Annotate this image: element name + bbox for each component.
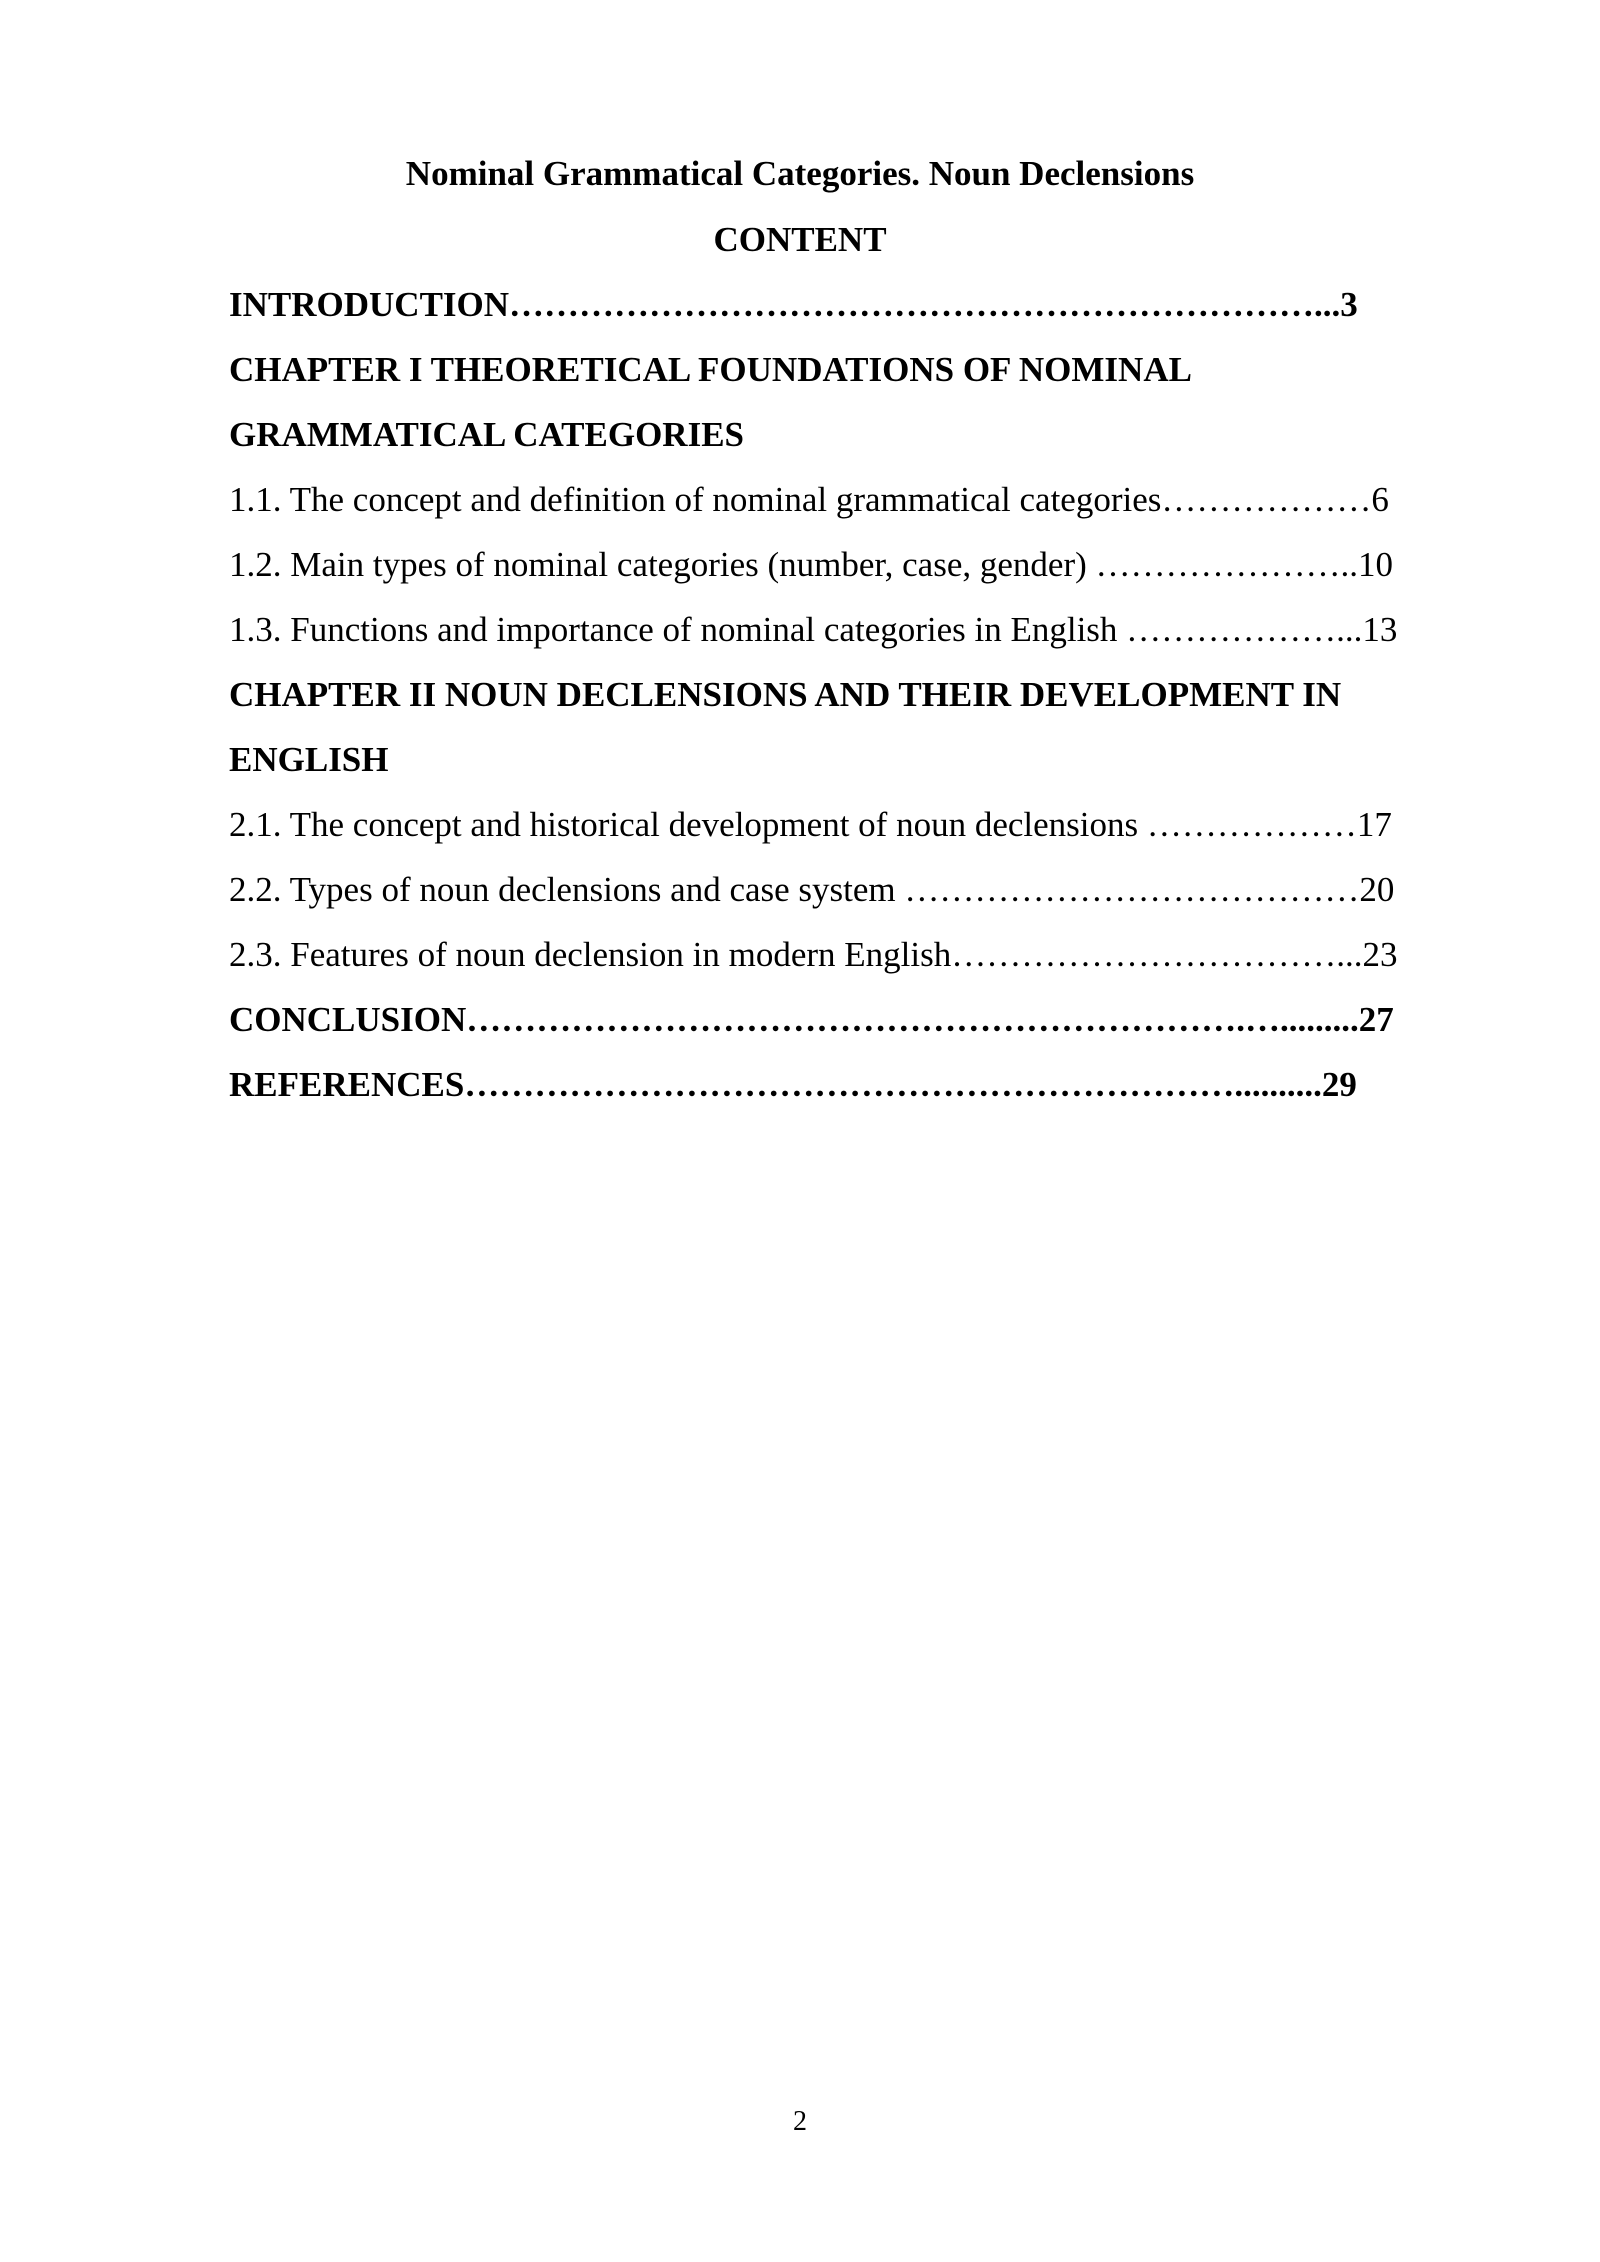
toc-entry-section-2-3: 2.3. Features of noun declension in modern English……………………………...23 <box>229 935 1398 974</box>
toc-entry-section-1-2: 1.2. Main types of nominal categories (number, case, gender) …………………..10 <box>229 545 1394 584</box>
toc-entry-introduction: INTRODUCTION……………………………………………………………...3 <box>229 285 1358 324</box>
page-number: 2 <box>793 2106 807 2137</box>
toc-entry-section-1-1: 1.1. The concept and definition of nominal grammatical categories………………6 <box>229 480 1389 519</box>
toc-entry-chapter-2-line-1: CHAPTER II NOUN DECLENSIONS AND THEIR DEVELOPMENT IN <box>229 675 1342 714</box>
toc-entry-conclusion: CONCLUSION………………………………………………………….….........27 <box>229 1000 1394 1039</box>
table-of-contents <box>229 283 1479 1128</box>
content-heading: CONTENT <box>713 220 887 259</box>
toc-entry-references: REFERENCES…………………………………………………………..........29 <box>229 1065 1357 1104</box>
toc-entry-section-2-1: 2.1. The concept and historical development of noun declensions ………………17 <box>229 805 1392 844</box>
toc-entry-chapter-1-line-1: CHAPTER I THEORETICAL FOUNDATIONS OF NOMINAL <box>229 350 1192 389</box>
toc-entry-chapter-1-line-2: GRAMMATICAL CATEGORIES <box>229 415 745 454</box>
document-title: Nominal Grammatical Categories. Noun Declensions <box>405 154 1195 193</box>
toc-entry-chapter-2-line-2: ENGLISH <box>229 740 389 779</box>
toc-entry-section-1-3: 1.3. Functions and importance of nominal categories in English ………………...13 <box>229 610 1398 649</box>
toc-entry-section-2-2: 2.2. Types of noun declensions and case system …………………………………20 <box>229 870 1395 909</box>
